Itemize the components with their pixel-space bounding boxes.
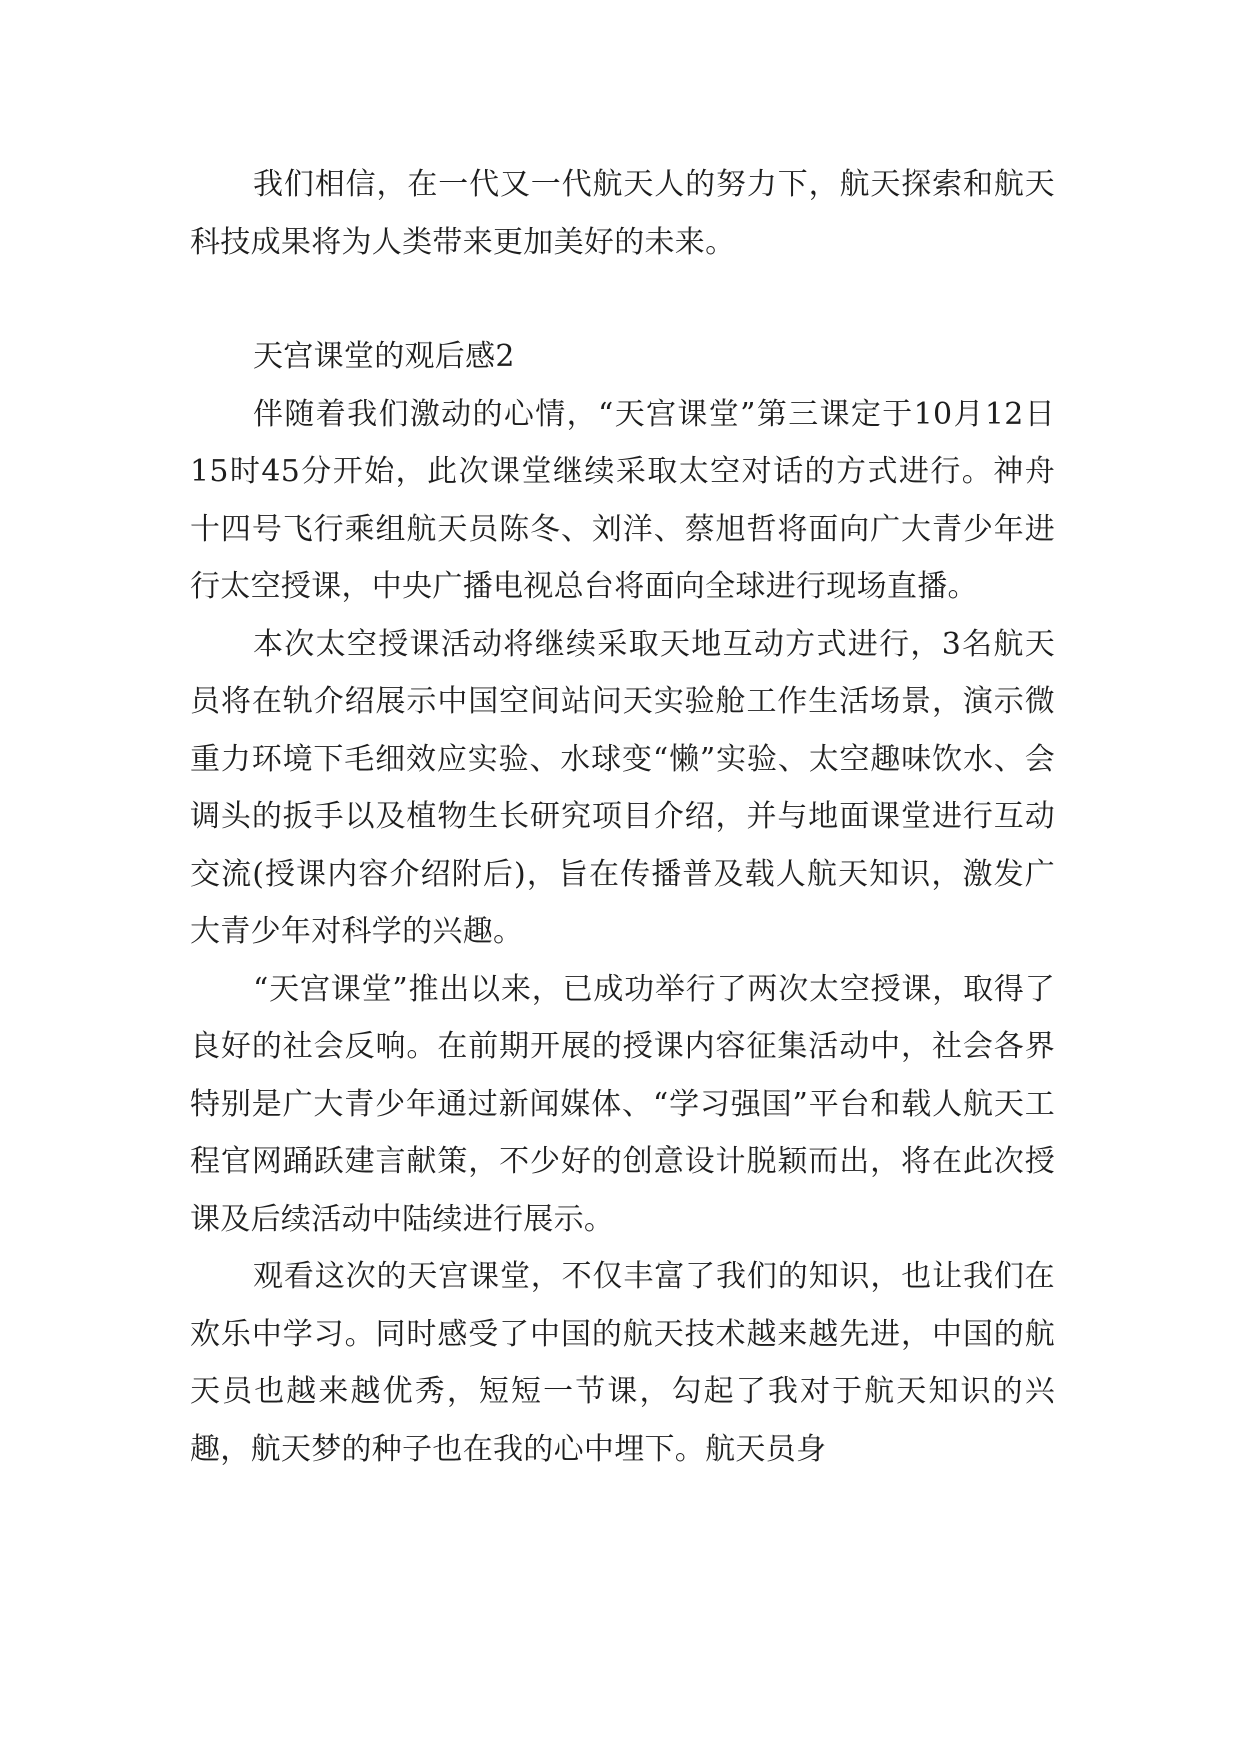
- body-paragraph: 伴随着我们激动的心情，“天宫课堂”第三课定于10月12日15时45分开始，此次课堂继续采取太空对话的方式进行。神舟十四号飞行乘组航天员陈冬、刘洋、蔡旭哲将面向广大青少年进行太空授课，中央广播电视总台将面向全球进行现场直播。: [190, 396, 1055, 604]
- document-body: [190, 156, 1055, 1478]
- body-paragraph: “天宫课堂”推出以来，已成功举行了两次太空授课，取得了良好的社会反响。在前期开展的授课内容征集活动中，社会各界特别是广大青少年通过新闻媒体、“学习强国”平台和载人航天工程官网踊跃建言献策，不少好的创意设计脱颖而出，将在此次授课及后续活动中陆续进行展示。: [190, 971, 1055, 1237]
- paragraph-spacer: [190, 271, 1055, 328]
- closing-paragraph: 我们相信，在一代又一代航天人的努力下，航天探索和航天科技成果将为人类带来更加美好的未来。: [190, 167, 1055, 260]
- section-title: 天宫课堂的观后感2: [253, 339, 515, 374]
- body-paragraph: 观看这次的天宫课堂，不仅丰富了我们的知识，也让我们在欢乐中学习。同时感受了中国的航天技术越来越先进，中国的航天员也越来越优秀，短短一节课，勾起了我对于航天知识的兴趣，航天梦的种子也在我的心中埋下。航天员身: [190, 1259, 1055, 1467]
- body-paragraph: 本次太空授课活动将继续采取天地互动方式进行，3名航天员将在轨介绍展示中国空间站问天实验舱工作生活场景，演示微重力环境下毛细效应实验、水球变“懒”实验、太空趣味饮水、会调头的扳手以及植物生长研究项目介绍，并与地面课堂进行互动交流(授课内容介绍附后)，旨在传播普及载人航天知识，激发广大青少年对科学的兴趣。: [190, 626, 1055, 949]
